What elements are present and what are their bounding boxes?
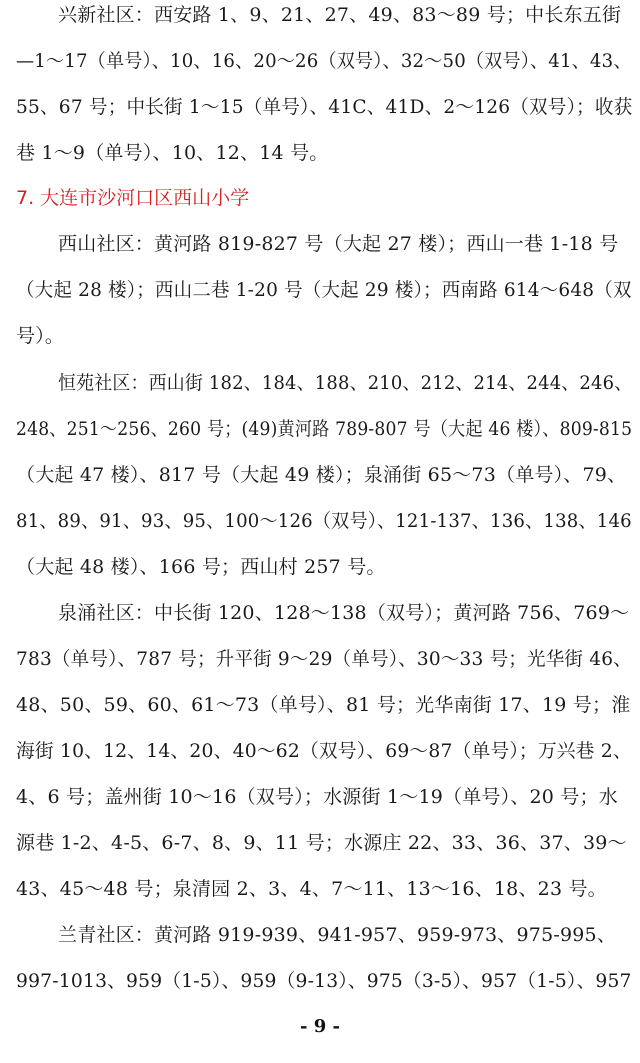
text-line: （大起 47 楼）、817 号（大起 49 楼）；泉涌街 65～73（单号）、79、: [16, 464, 627, 486]
text-line: 号）。: [16, 325, 65, 347]
text-line: 海街 10、12、14、20、40～62（双号）、69～87（单号）；万兴巷 2、: [16, 740, 632, 762]
section-heading-xishan-school: 7. 大连市沙河口区西山小学: [16, 187, 250, 209]
text-line: 783（单号）、787 号；升平街 9～29（单号）、30～33 号；光华街 46、: [16, 648, 632, 670]
text-line: （大起 48 楼）、166 号；西山村 257 号。: [16, 556, 386, 578]
text-line: 997-1013、959（1-5）、959（9-13）、975（3-5）、957（1-5）、957: [16, 970, 632, 992]
text-line: （大起 28 楼）；西山二巷 1-20 号（大起 29 楼）；西南路 614～648（双: [16, 279, 632, 301]
text-line: 248、251～256、260 号；(49)黄河路 789-807 号（大起 46 楼）、809-815: [16, 418, 633, 440]
text-line: 恒苑社区：西山街 182、184、188、210、212、214、244、246、: [58, 372, 633, 394]
page-number: - 9 -: [300, 1016, 340, 1037]
text-line: 巷 1～9（单号）、10、12、14 号。: [16, 142, 329, 164]
text-line: 兰青社区：黄河路 919-939、941-957、959-973、975-995、: [58, 924, 617, 946]
text-line: 源巷 1-2、4-5、6-7、8、9、11 号；水源庄 22、33、36、37、39～: [16, 832, 627, 854]
text-line: 55、67 号；中长街 1～15（单号）、41C、41D、2～126（双号）；收获: [16, 96, 633, 118]
text-line: 48、50、59、60、61～73（单号）、81 号；光华南街 17、19 号；淮: [16, 694, 631, 716]
text-line: 西山社区：黄河路 819-827 号（大起 27 楼）；西山一巷 1-18 号: [58, 233, 619, 255]
text-line: —1～17（单号）、10、16、20～26（双号）、32～50（双号）、41、43、: [16, 50, 632, 72]
text-line: 兴新社区：西安路 1、9、21、27、49、83～89 号；中长东五街: [58, 4, 622, 26]
text-line: 泉涌社区：中长街 120、128～138（双号）；黄河路 756、769～: [58, 602, 630, 624]
text-line: 81、89、91、93、95、100～126（双号）、121-137、136、138、146: [16, 510, 632, 532]
text-line: 43、45～48 号；泉清园 2、3、4、7～11、13～16、18、23 号。: [16, 878, 607, 900]
text-line: 4、6 号；盖州街 10～16（双号）；水源街 1～19（单号）、20 号；水: [16, 786, 618, 808]
